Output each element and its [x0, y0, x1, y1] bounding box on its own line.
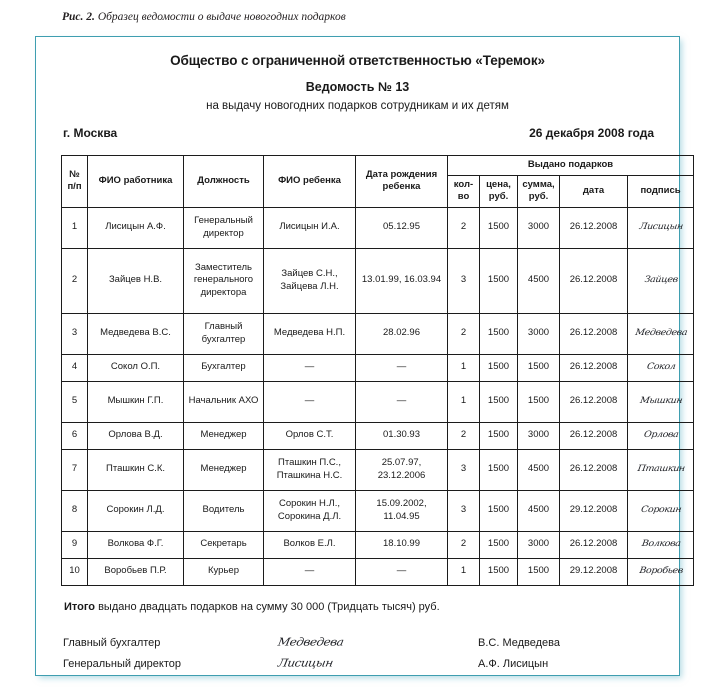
cell-issue-date: 26.12.2008 — [560, 207, 628, 248]
cell-employee: Медведева В.С. — [88, 313, 184, 354]
th-price-line2: руб. — [488, 191, 509, 202]
table-row — [62, 248, 694, 313]
totals-line — [36, 601, 679, 613]
table-row — [62, 313, 694, 354]
cell-number: 1 — [62, 207, 88, 248]
cell-signature: Сокол — [626, 355, 696, 380]
cell-number: 6 — [62, 422, 88, 449]
cell-sum: 1500 — [518, 381, 560, 422]
cell-child: — — [264, 558, 356, 585]
document-frame — [35, 36, 688, 676]
signature-row — [63, 656, 655, 670]
cell-position: Генеральный директор — [184, 207, 264, 248]
cell-sum: 3000 — [518, 531, 560, 558]
cell-position: Заместитель генерального директора — [184, 248, 264, 313]
cell-number: 3 — [62, 313, 88, 354]
statement-title: Ведомость № 13 — [305, 80, 410, 94]
totals-text: выдано двадцать подарков на сумму 30 000 (Тридцать тысяч) руб. — [95, 600, 440, 613]
cell-employee: Воробьев П.Р. — [88, 558, 184, 585]
table-head — [62, 156, 694, 208]
cell-quantity: 1 — [448, 381, 480, 422]
cell-sum: 3000 — [518, 422, 560, 449]
th-number — [62, 156, 88, 208]
cell-signature: Сорокин — [625, 492, 696, 530]
cell-signature: Волкова — [626, 532, 696, 557]
th-quantity-line1: кол- — [453, 178, 474, 190]
table-row — [62, 207, 694, 248]
table-header-group-row — [62, 156, 694, 176]
figure-caption-label: Рис. 2. — [62, 11, 95, 23]
th-employee: ФИО работника — [88, 156, 184, 208]
th-sum — [518, 175, 560, 207]
cell-employee: Мышкин Г.П. — [88, 381, 184, 422]
cell-price: 1500 — [480, 354, 518, 381]
cell-signature: Орлова — [626, 423, 696, 448]
cell-price: 1500 — [480, 531, 518, 558]
th-gifts-issued-group: Выдано подарков — [448, 156, 694, 176]
cell-birth-date: 25.07.97, 23.12.2006 — [356, 449, 448, 490]
cell-price: 1500 — [480, 313, 518, 354]
th-quantity-line2: во — [457, 191, 470, 202]
cell-sum: 3000 — [518, 313, 560, 354]
signature-role: Генеральный директор — [63, 657, 181, 670]
cell-number: 10 — [62, 558, 88, 585]
cell-price: 1500 — [480, 490, 518, 531]
th-issue-date: дата — [560, 175, 628, 207]
cell-number: 4 — [62, 354, 88, 381]
cell-sum: 4500 — [518, 248, 560, 313]
cell-price: 1500 — [480, 558, 518, 585]
cell-quantity: 1 — [448, 354, 480, 381]
document-body — [36, 53, 688, 691]
signature-block — [36, 635, 679, 670]
cell-issue-date: 26.12.2008 — [560, 313, 628, 354]
cell-issue-date: 26.12.2008 — [560, 531, 628, 558]
cell-birth-date: 18.10.99 — [356, 531, 448, 558]
cell-quantity: 3 — [448, 490, 480, 531]
cell-quantity: 2 — [448, 207, 480, 248]
th-signature: подпись — [628, 175, 694, 207]
cell-employee: Лисицын А.Ф. — [88, 207, 184, 248]
cell-issue-date: 26.12.2008 — [560, 381, 628, 422]
cell-birth-date: 15.09.2002, 11.04.95 — [356, 490, 448, 531]
totals-label: Итого — [64, 600, 96, 613]
cell-signature: Пташкин — [625, 451, 696, 489]
cell-issue-date: 29.12.2008 — [560, 490, 628, 531]
figure-caption-text: Образец ведомости о выдаче новогодних подарков — [97, 11, 346, 23]
cell-child: — — [264, 354, 356, 381]
cell-number: 5 — [62, 381, 88, 422]
cell-child: Сорокин Н.Л., Сорокина Д.Л. — [264, 490, 356, 531]
cell-number: 2 — [62, 248, 88, 313]
cell-quantity: 3 — [448, 449, 480, 490]
cell-signature: Зайцев — [623, 251, 697, 311]
table-row — [62, 422, 694, 449]
cell-price: 1500 — [480, 449, 518, 490]
cell-birth-date: 05.12.95 — [356, 207, 448, 248]
signature-mark: Медведева — [276, 635, 345, 648]
cell-quantity: 2 — [448, 422, 480, 449]
table-row — [62, 558, 694, 585]
cell-child: Лисицын И.А. — [264, 207, 356, 248]
table-row — [62, 381, 694, 422]
cell-position: Курьер — [184, 558, 264, 585]
cell-signature: Лисицын — [625, 209, 696, 247]
cell-issue-date: 26.12.2008 — [560, 449, 628, 490]
cell-number: 9 — [62, 531, 88, 558]
cell-employee: Сорокин Л.Д. — [88, 490, 184, 531]
cell-child: Зайцев С.Н., Зайцева Л.Н. — [264, 248, 356, 313]
cell-position: Начальник АХО — [184, 381, 264, 422]
cell-child: Пташкин П.С., Пташкина Н.С. — [264, 449, 356, 490]
cell-employee: Зайцев Н.В. — [88, 248, 184, 313]
cell-position: Секретарь — [184, 531, 264, 558]
cell-birth-date: — — [356, 354, 448, 381]
figure-caption — [62, 11, 346, 24]
cell-child: Орлов С.Т. — [264, 422, 356, 449]
document-date: 26 декабря 2008 года — [529, 126, 654, 140]
cell-quantity: 2 — [448, 531, 480, 558]
cell-price: 1500 — [480, 422, 518, 449]
cell-number: 8 — [62, 490, 88, 531]
table-body — [62, 207, 694, 585]
table-container — [36, 155, 688, 586]
cell-sum: 1500 — [518, 558, 560, 585]
th-child: ФИО ребенка — [264, 156, 356, 208]
th-price — [480, 175, 518, 207]
cell-signature: Воробьев — [626, 559, 696, 584]
cell-employee: Сокол О.П. — [88, 354, 184, 381]
signature-mark: Лисицын — [276, 656, 334, 669]
signature-person: В.С. Медведева — [478, 636, 561, 649]
table-row — [62, 354, 694, 381]
cell-price: 1500 — [480, 248, 518, 313]
cell-number: 7 — [62, 449, 88, 490]
cell-position: Менеджер — [184, 449, 264, 490]
cell-quantity: 3 — [448, 248, 480, 313]
cell-child: Медведева Н.П. — [264, 313, 356, 354]
organization-title: Общество с ограниченной ответственностью «Теремок» — [170, 53, 545, 68]
cell-birth-date: 28.02.96 — [356, 313, 448, 354]
city-label: г. Москва — [63, 126, 118, 140]
cell-position: Бухгалтер — [184, 354, 264, 381]
th-number-line2: п/п — [67, 181, 82, 193]
gifts-statement-table — [61, 155, 694, 586]
cell-birth-date: 01.30.93 — [356, 422, 448, 449]
cell-issue-date: 26.12.2008 — [560, 248, 628, 313]
cell-position: Менеджер — [184, 422, 264, 449]
cell-sum: 4500 — [518, 490, 560, 531]
cell-sum: 4500 — [518, 449, 560, 490]
cell-issue-date: 26.12.2008 — [560, 422, 628, 449]
cell-birth-date: — — [356, 558, 448, 585]
signature-person: А.Ф. Лисицын — [478, 657, 549, 670]
cell-employee: Орлова В.Д. — [88, 422, 184, 449]
cell-position: Главный бухгалтер — [184, 313, 264, 354]
th-birth-date: Дата рождения ребенка — [356, 156, 448, 208]
statement-subtitle: на выдачу новогодних подарков сотрудникам и их детям — [206, 100, 509, 112]
place-date-row — [36, 126, 679, 140]
table-row — [62, 531, 694, 558]
signature-row — [63, 635, 655, 649]
cell-issue-date: 26.12.2008 — [560, 354, 628, 381]
cell-child: Волков Е.Л. — [264, 531, 356, 558]
th-number-line1: № — [69, 168, 80, 180]
cell-employee: Волкова Ф.Г. — [88, 531, 184, 558]
th-quantity — [448, 175, 480, 207]
cell-birth-date: — — [356, 381, 448, 422]
th-price-line1: цена, — [486, 178, 511, 190]
cell-issue-date: 29.12.2008 — [560, 558, 628, 585]
cell-sum: 3000 — [518, 207, 560, 248]
cell-sum: 1500 — [518, 354, 560, 381]
cell-signature: Мышкин — [625, 383, 696, 421]
cell-quantity: 1 — [448, 558, 480, 585]
cell-price: 1500 — [480, 381, 518, 422]
th-position: Должность — [184, 156, 264, 208]
cell-birth-date: 13.01.99, 16.03.94 — [356, 248, 448, 313]
cell-price: 1500 — [480, 207, 518, 248]
table-row — [62, 490, 694, 531]
cell-quantity: 2 — [448, 313, 480, 354]
th-sum-line2: руб. — [528, 191, 549, 202]
table-row — [62, 449, 694, 490]
cell-child: — — [264, 381, 356, 422]
th-sum-line1: сумма, — [522, 178, 555, 190]
cell-position: Водитель — [184, 490, 264, 531]
cell-signature: Медведева — [625, 315, 696, 353]
signature-role: Главный бухгалтер — [63, 636, 161, 649]
cell-employee: Пташкин С.К. — [88, 449, 184, 490]
